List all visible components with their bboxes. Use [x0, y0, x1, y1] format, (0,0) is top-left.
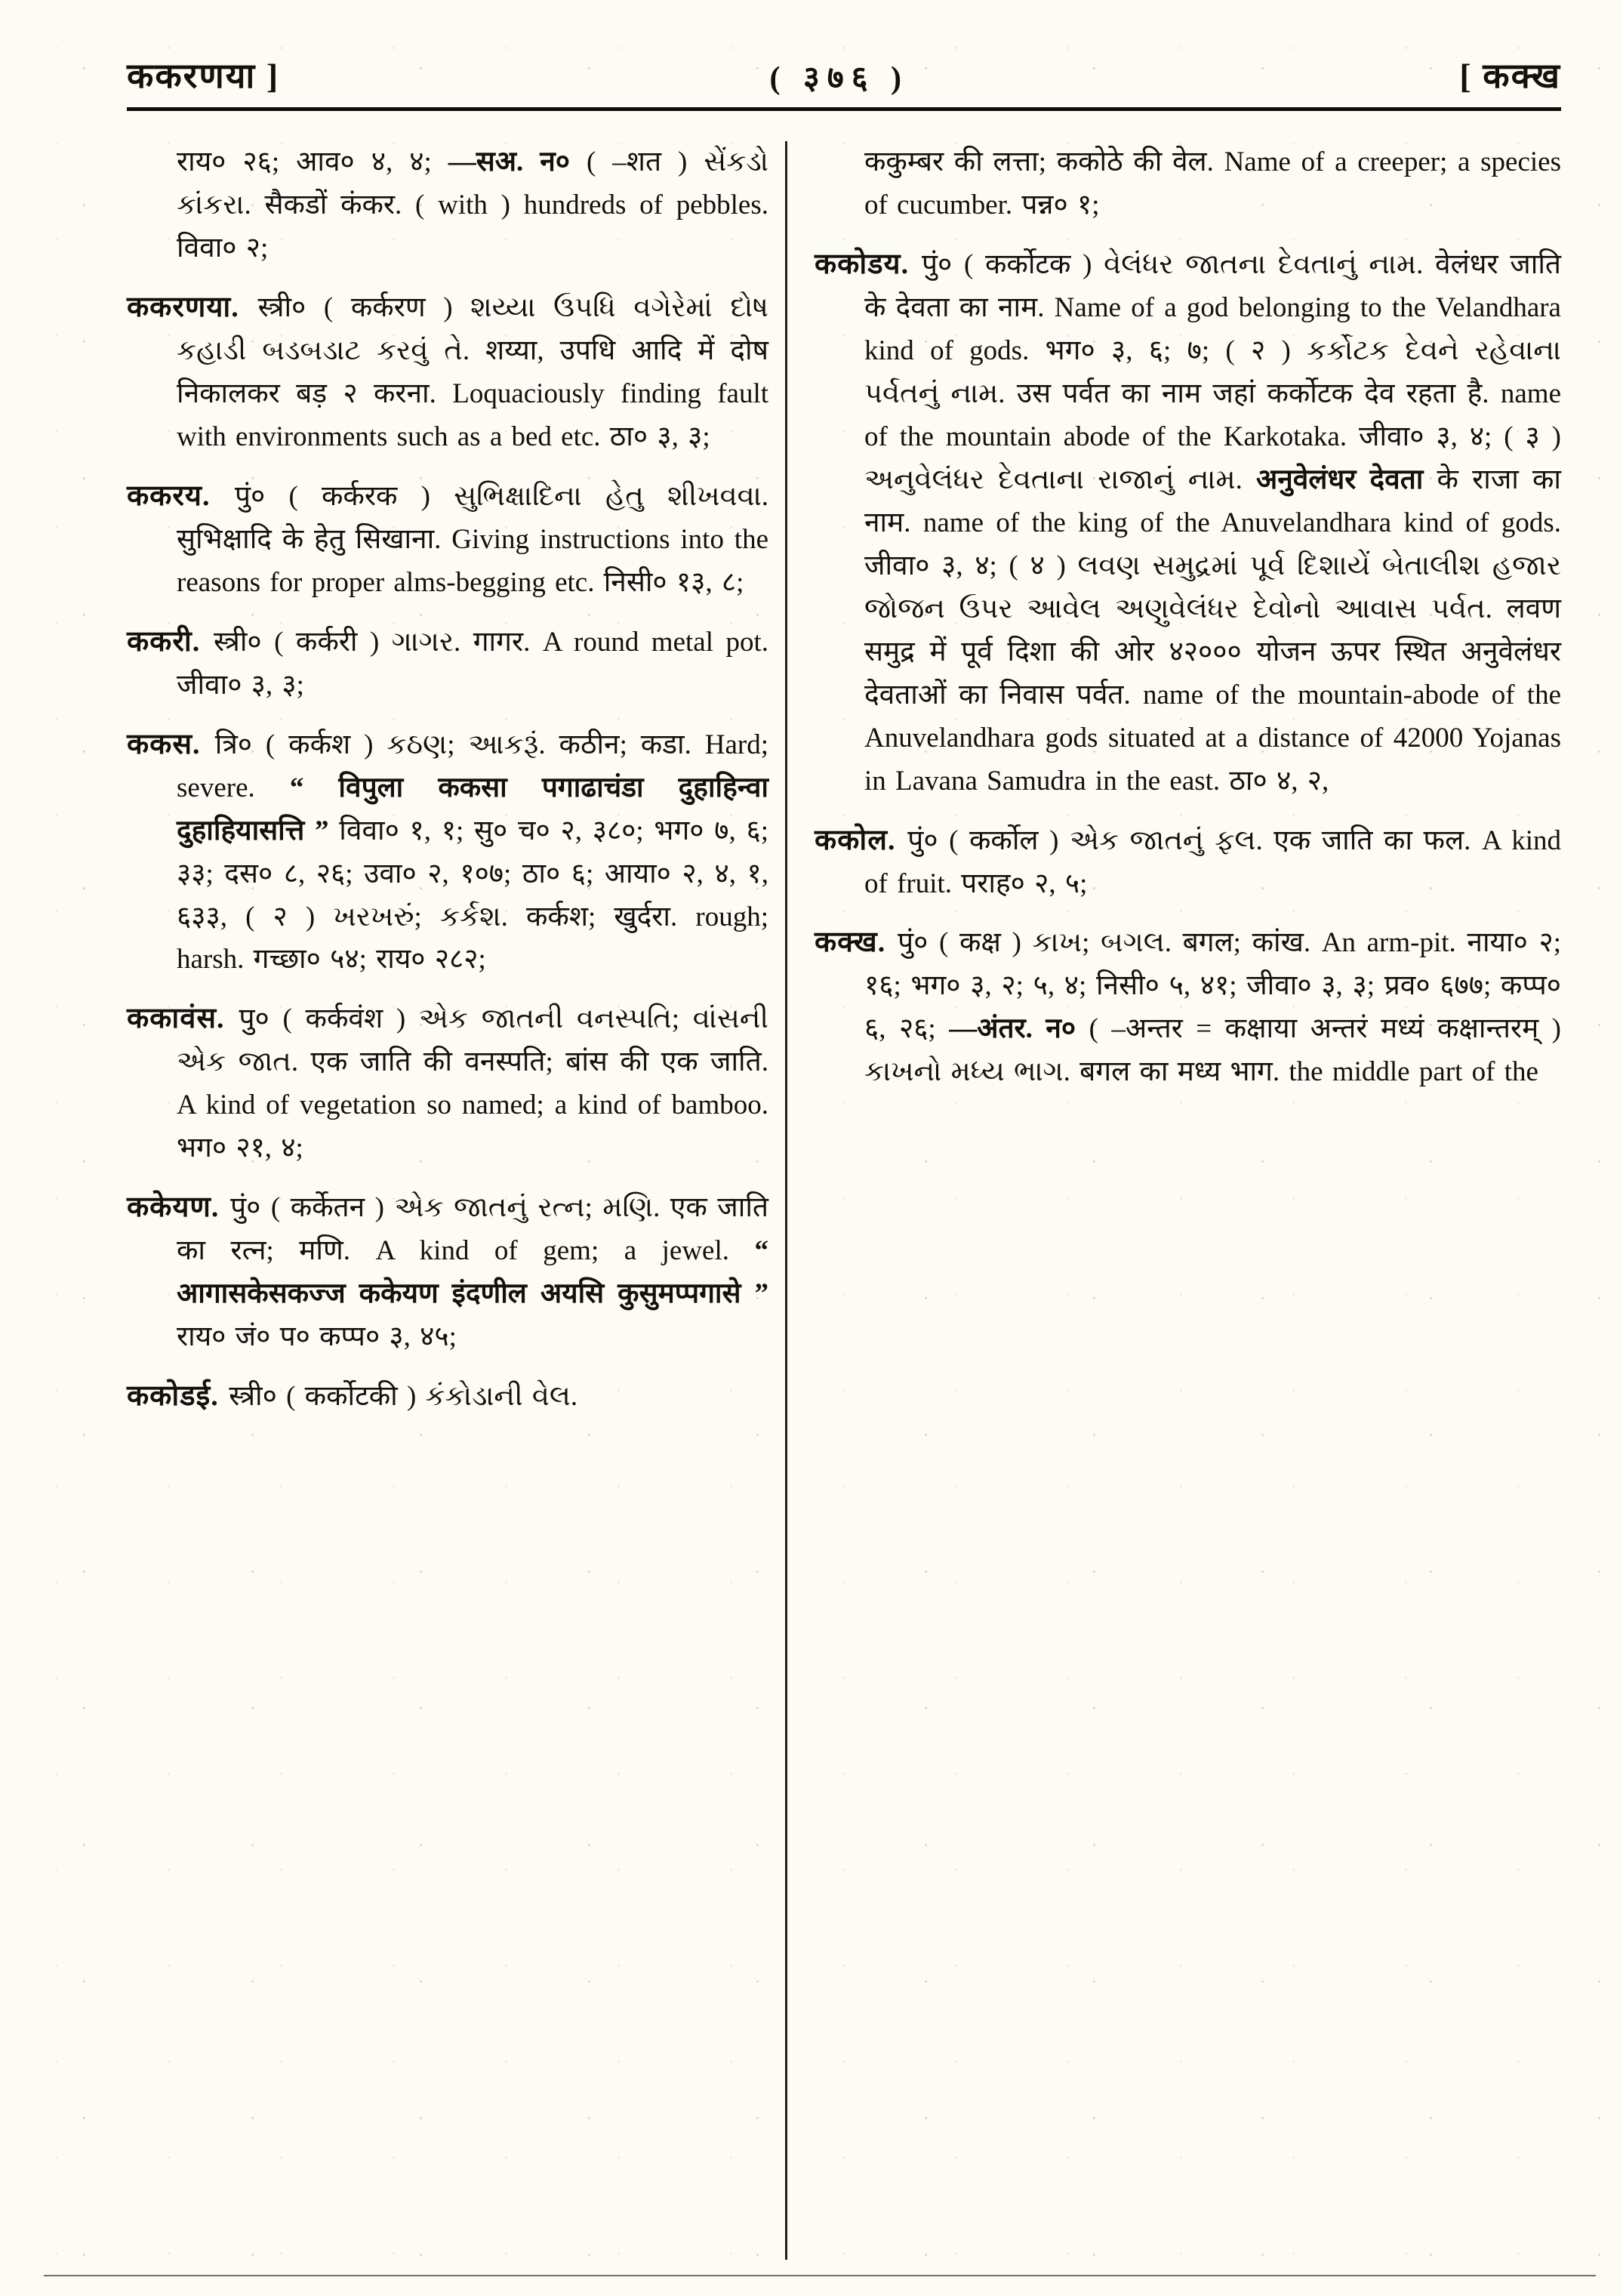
entry-headword: ककरी. — [127, 625, 214, 658]
right-column — [787, 141, 1561, 2260]
entry-text: पुं० ( कर्करक ) સુભિક્ષાદિના હેતુ શીખવવા. सुभिक्षादि के हेतु सिखाना. Giving instructions into the reasons for proper alms-begging etc. निसी० १३, ८; — [177, 480, 769, 598]
text-columns — [127, 141, 1561, 2260]
dictionary-entry — [127, 474, 768, 605]
entry-text: राय० जं० प० कप्प० ३, ४५; — [177, 1321, 457, 1353]
entry-text: ( –अन्तर = कक्षाया अन्तरं मध्यं कक्षान्तरम् ) કાખનો મધ્ય ભાગ. बगल का मध्य भाग. the middle part of the — [864, 1013, 1562, 1088]
entry-text: —अंतर. न० — [949, 1013, 1076, 1045]
entry-text: ककुम्बर की लत्ता; ककोठे की वेल. Name of a creeper; a species of cucumber. पन्न० १; — [864, 146, 1561, 220]
entry-headword: ककरणया. — [127, 291, 258, 323]
entry-headword: ककेयण. — [127, 1191, 231, 1224]
dictionary-entry — [127, 997, 768, 1170]
entry-text: स्त्री० ( कर्करी ) ગાગર. गागर. A round metal pot. जीवा० ३, ३; — [177, 626, 768, 701]
entry-text: स्त्री० ( कर्कोटकी ) કંકોડાની વેલ. — [229, 1381, 578, 1413]
entry-text: पुं० ( कक्ष ) કાખ; બગલ. बगल; कांख. An arm-pit. नाया० २; १६; भग० ३, २; ५, ४; निसी० ५, ४१; जीवा० ३, ३; प्रव० ६७७; कप्प० ६, २६; — [864, 927, 1561, 1045]
entry-text: —सअ. न० — [448, 146, 571, 177]
dictionary-entry — [127, 285, 768, 459]
entry-text: “ आगासकेसकज्ज ककेयण इंदणील अयसि कुसुमप्पगासे ” — [177, 1235, 768, 1310]
dictionary-entry — [815, 920, 1561, 1094]
entry-headword: ककोडई. — [127, 1380, 229, 1413]
entry-text: पुं० ( कर्कोल ) એક જાતનું ફલ. एक जाति का फल. A kind of fruit. पराह० २, ५; — [864, 824, 1561, 899]
left-column — [127, 141, 785, 2260]
right-catchword: [ कक्ख — [1459, 57, 1561, 95]
dictionary-entry — [127, 141, 768, 270]
left-catchword: ककरणया ] — [127, 57, 280, 95]
entry-text: अनुवेलंधर देवता — [1256, 464, 1424, 495]
dictionary-entry — [815, 141, 1561, 227]
dictionary-entry — [815, 242, 1561, 803]
dictionary-entry — [127, 1374, 768, 1419]
entry-text: पुं० ( कर्कोटक ) વેલંધર જાતના દેવતાનું નામ. वेलंधर जाति के देवता का नाम. Name of a god belonging to the Velandhara kind of gods. भग० ३, ६; ७; ( २ ) કર્કોટક દેવને રહેવાના પર્વતનું નામ. उस पर्वत का नाम जहां कर्कोटक देव रहता है. name of the mountain abode of the Karkotaka. जीवा० ३, ४; ( ३ ) અનુવેલંધર દેવતાના રાજાનું નામ. — [864, 248, 1561, 495]
entry-text: पु० ( कर्कवंश ) એક જાતની વનસ્પતિ; વાંસની એક જાત. एक जाति की वनस्पति; बांस की एक जाति. A kind of vegetation so named; a kind of bamboo. भग० २१, ४; — [177, 1003, 768, 1164]
page-header — [127, 20, 1561, 98]
entry-text: विवा० १, १; सु० च० २, ३८०; भग० ७, ६; ३३; दस० ८, २६; उवा० २, १०७; ठा० ६; आया० २, ४, १, ६३३, ( २ ) ખરખરું; કર્કશ. कर्कश; खुर्दरा. rough; harsh. गच्छा० ५४; राय० २८२; — [177, 815, 768, 975]
entry-headword: ककस. — [127, 728, 215, 760]
dictionary-entry — [127, 723, 768, 982]
entry-headword: कक्ख. — [815, 926, 898, 959]
entry-text: ( –शत ) સેંકડો કાંકરા. सैकडों कंकर. ( with ) hundreds of pebbles. विवा० २; — [177, 146, 768, 264]
entry-text: पुं० ( कर्केतन ) એક જાતનું રત્ન; મણિ. एक जाति का रत्न; मणि. A kind of gem; a jewel. — [177, 1192, 768, 1267]
header-rule — [127, 107, 1561, 111]
entry-headword: ककोल. — [815, 824, 908, 856]
entry-text: स्त्री० ( कर्करण ) શય્યા ઉપધિ વગેરેમાં દોષ કહાડી બડબડાટ કરવું તે. शय्या, उपधि आदि में दोष निकालकर बड़ २ करना. Loquaciously finding fault with environments such as a bed etc. ठा० ३, ३; — [177, 291, 768, 452]
entry-text: “ विपुला ककसा पगाढाचंडा दुहाहिन्वा दुहाहियासत्ति ” — [177, 772, 768, 846]
dictionary-entry — [127, 1185, 768, 1359]
entry-text: के राजा का नाम. name of the king of the Anuvelandhara kind of gods. जीवा० ३, ४; ( ४ ) લવણ સમુદ્રમાં પૂર્વ દિશાયેં બેતાલીશ હજાર જોજન ઉપર આવેલ અણુવેલંધર દેવોનો આવાસ પર્વત. लवण समुद्र में पूर्व दिशा की ओर ४२००० योजन ऊपर स्थित अनुवेलंधर देवताओं का निवास पर्वत. name of the mountain-abode of the Anuvelandhara gods situated at a distance of 42000 Yojanas in Lavana Samudra in the east. ठा० ४, २, — [864, 464, 1561, 797]
entry-text: त्रि० ( कर्कश ) કઠણ; આકરૂં. कठीन; कडा. Hard; severe. — [177, 729, 768, 803]
dictionary-entry — [815, 818, 1561, 906]
entry-headword: ककोडय. — [815, 248, 922, 280]
page-bottom-rule — [44, 2275, 1596, 2276]
entry-headword: ककावंस. — [127, 1003, 239, 1035]
entry-text: राय० २६; आव० ४, ४; — [177, 146, 448, 177]
dictionary-entry — [127, 620, 768, 707]
entry-headword: ककरय. — [127, 479, 235, 512]
page-number: ( ३७६ ) — [769, 61, 910, 96]
